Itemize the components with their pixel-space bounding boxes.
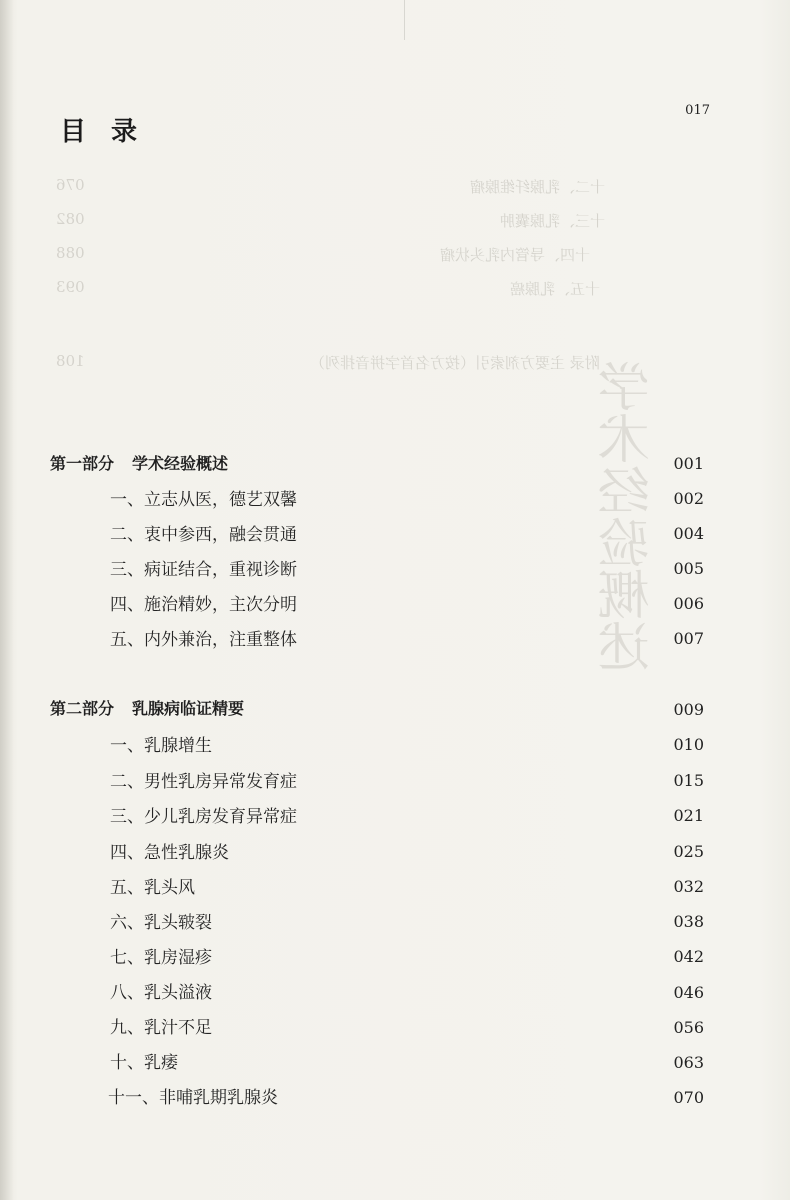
bleed-through-line: 十二、乳腺纤维腺瘤 xyxy=(470,178,606,196)
toc-item[interactable]: 三、病证结合，重视诊断 xyxy=(110,559,297,580)
toc-item[interactable]: 九、乳汁不足 xyxy=(110,1017,212,1038)
toc-item[interactable]: 四、施治精妙，主次分明 xyxy=(110,594,297,615)
page-number: 017 xyxy=(685,103,710,118)
toc-page-number: 004 xyxy=(673,523,704,543)
toc-item[interactable]: 二、男性乳房异常发育症 xyxy=(110,771,297,792)
toc-page-number: 001 xyxy=(673,453,704,473)
section-name: 乳腺病临证精要 xyxy=(132,698,245,718)
toc-item[interactable]: 五、乳头风 xyxy=(110,877,195,898)
toc-item[interactable]: 七、乳房湿疹 xyxy=(110,947,212,968)
toc-page-number: 038 xyxy=(673,911,704,931)
toc-item[interactable]: 一、立志从医，德艺双馨 xyxy=(110,489,297,510)
page-crease xyxy=(404,0,405,40)
toc-page-number: 025 xyxy=(673,841,704,861)
toc-item[interactable]: 六、乳头皲裂 xyxy=(110,912,212,933)
toc-page-number: 015 xyxy=(673,770,704,790)
toc-page-number: 032 xyxy=(673,876,704,896)
toc-page-number: 010 xyxy=(673,734,704,754)
toc-page-number: 056 xyxy=(673,1017,704,1037)
bleed-through-number: 093 xyxy=(56,278,85,296)
toc-page-number: 046 xyxy=(673,982,704,1002)
bleed-through-line: 十五、乳腺癌 xyxy=(510,280,601,298)
bleed-through-number: 088 xyxy=(56,244,85,262)
toc-item[interactable]: 五、内外兼治，注重整体 xyxy=(110,629,297,650)
toc-page-number: 006 xyxy=(673,593,704,613)
toc-item[interactable]: 十、乳痿 xyxy=(110,1052,178,1073)
toc-item[interactable]: 一、乳腺增生 xyxy=(110,735,212,756)
section-part-label: 第二部分 xyxy=(50,698,115,718)
toc-page-number: 063 xyxy=(673,1052,704,1072)
toc-page-number: 002 xyxy=(673,488,704,508)
toc-page-number: 009 xyxy=(673,699,704,719)
bleed-through-number: 108 xyxy=(56,352,85,370)
toc-page-number: 005 xyxy=(673,558,704,578)
page-title: 目 录 xyxy=(60,117,146,147)
toc-item[interactable]: 二、衷中参西，融会贯通 xyxy=(110,524,297,545)
binding-shadow xyxy=(0,0,14,1200)
section-part-label: 第一部分 xyxy=(50,453,115,473)
toc-page-number: 070 xyxy=(673,1087,704,1107)
toc-page-number: 007 xyxy=(673,628,704,648)
toc-section-heading[interactable] xyxy=(50,447,228,477)
toc-section-heading[interactable] xyxy=(50,692,244,722)
toc-item[interactable]: 四、急性乳腺炎 xyxy=(110,842,229,863)
section-name: 学术经验概述 xyxy=(132,453,229,473)
toc-page-number: 042 xyxy=(673,946,704,966)
bleed-through-line: 附录 主要方剂索引（按方名首字拼音排列） xyxy=(310,354,600,372)
toc-item[interactable]: 十一、非哺乳期乳腺炎 xyxy=(108,1087,278,1108)
toc-item[interactable]: 八、乳头溢液 xyxy=(110,982,212,1003)
bleed-through-line: 十四、导管内乳头状瘤 xyxy=(440,246,591,264)
bleed-through-line: 十三、乳腺囊肿 xyxy=(500,212,606,230)
toc-item[interactable]: 三、少儿乳房发育异常症 xyxy=(110,806,297,827)
toc-page-number: 021 xyxy=(673,805,704,825)
bleed-through-vertical-text: 学术经验概述 xyxy=(599,360,659,672)
bleed-through-number: 082 xyxy=(56,210,85,228)
bleed-through-number: 076 xyxy=(56,176,85,194)
